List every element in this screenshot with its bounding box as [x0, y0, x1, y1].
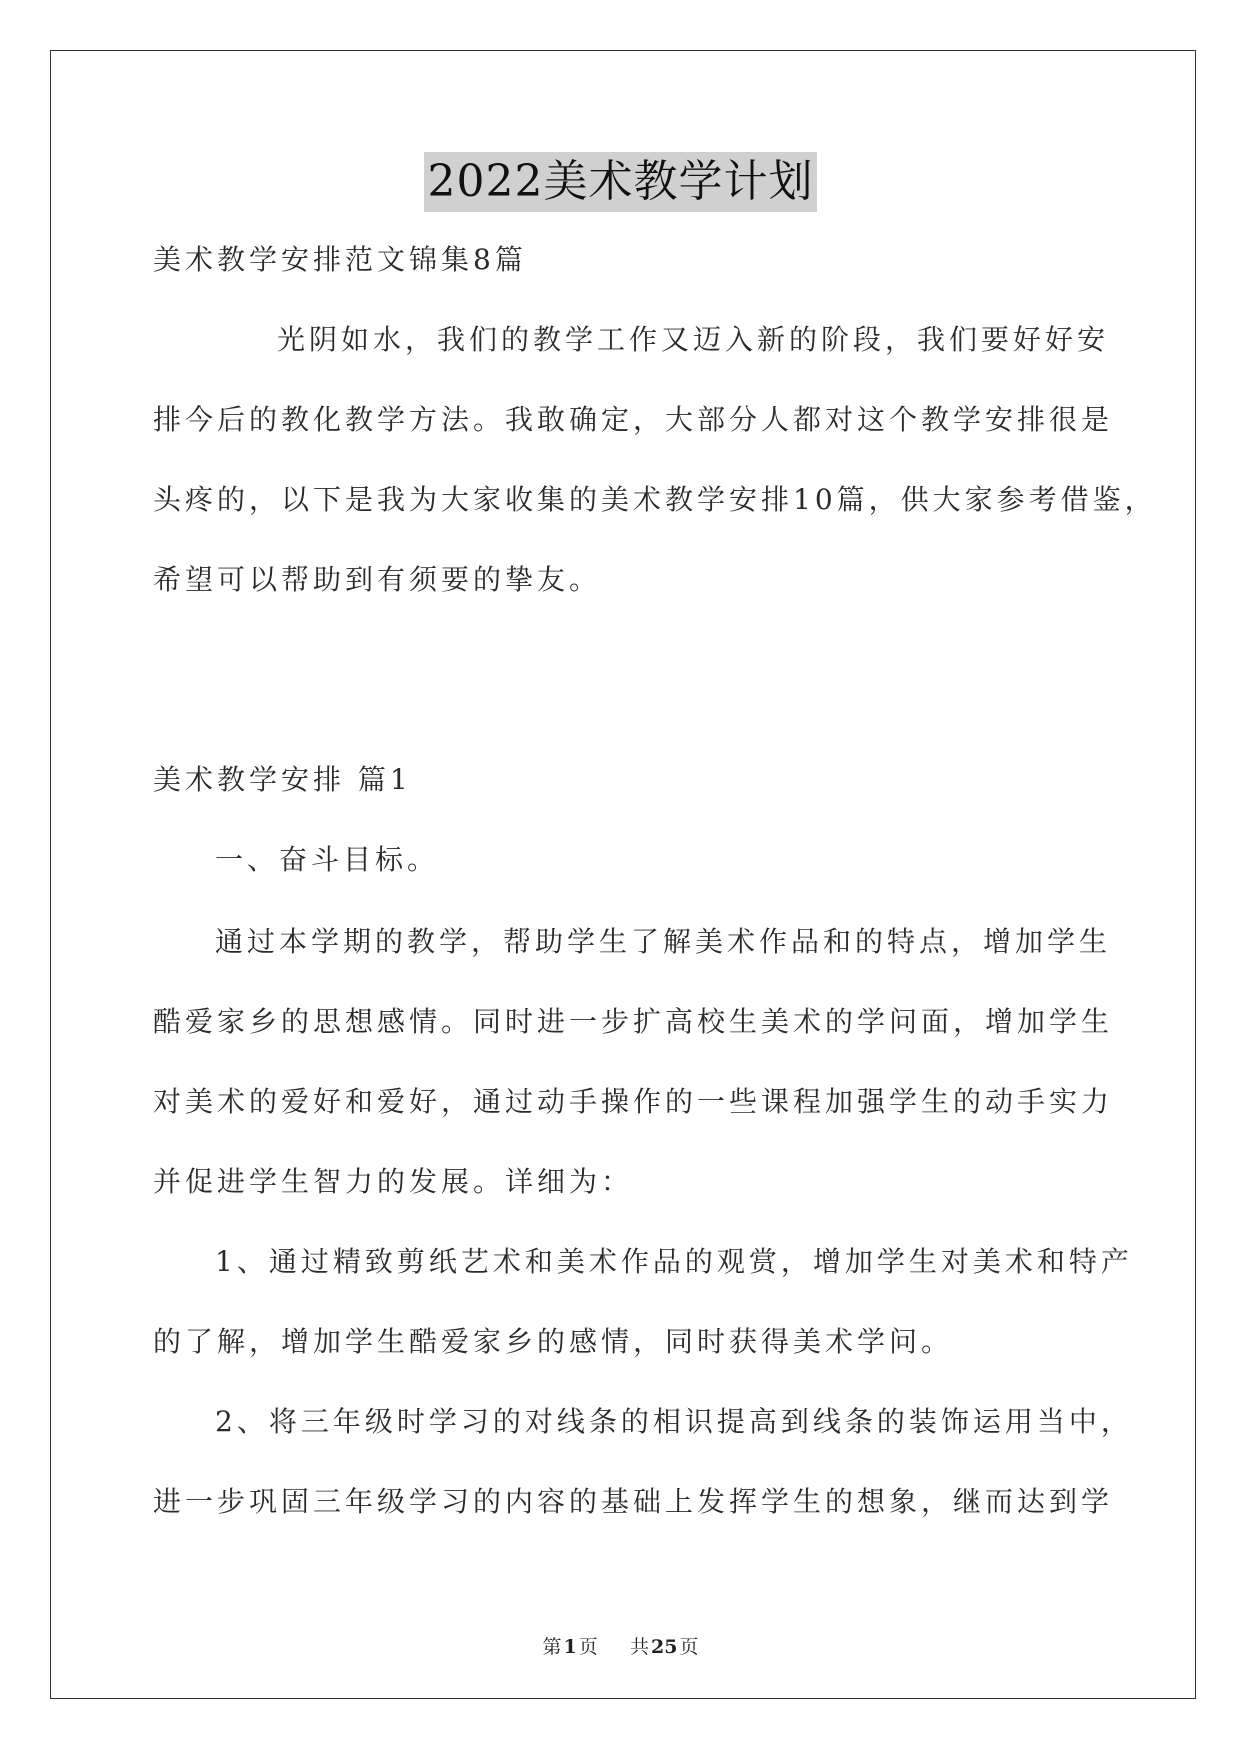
- section-heading: 美术教学安排 篇1: [153, 763, 412, 796]
- item2-line-1: 2、将三年级时学习的对线条的相识提高到线条的装饰运用当中，: [215, 1405, 1133, 1438]
- page-label-prefix: 第: [542, 1636, 562, 1658]
- item2-line-2: 进一步巩固三年级学习的内容的基础上发挥学生的想象，继而达到学: [153, 1485, 1114, 1518]
- intro-line-1: 光阴如水，我们的教学工作又迈入新的阶段，我们要好好安: [277, 323, 1110, 356]
- current-page-number: 1: [563, 1636, 577, 1658]
- item1-line-2: 的了解，增加学生酷爱家乡的感情，同时获得美术学问。: [153, 1325, 954, 1358]
- total-pages-label: [628, 1636, 700, 1658]
- total-label-suffix: 页: [679, 1636, 699, 1658]
- total-label-prefix: 共: [629, 1636, 649, 1658]
- item1-line-1: 1、通过精致剪纸艺术和美术作品的观赏，增加学生对美术和特产: [215, 1245, 1133, 1278]
- page-number-label: [541, 1636, 600, 1658]
- goal-line-1: 通过本学期的教学，帮助学生了解美术作品和的特点，增加学生: [215, 925, 1112, 958]
- page-footer: [0, 1632, 1241, 1659]
- goal-heading: 一、奋斗目标。: [215, 843, 440, 876]
- total-pages-number: 25: [650, 1636, 678, 1658]
- intro-line-3: 头疼的，以下是我为大家收集的美术教学安排10篇，供大家参考借鉴，: [153, 483, 1157, 516]
- title-container: [0, 152, 1241, 212]
- intro-line-4: 希望可以帮助到有须要的挚友。: [153, 563, 602, 596]
- intro-line-2: 排今后的教化教学方法。我敢确定，大部分人都对这个教学安排很是: [153, 403, 1114, 436]
- page-label-suffix: 页: [578, 1636, 598, 1658]
- goal-line-4: 并促进学生智力的发展。详细为：: [153, 1165, 634, 1198]
- document-title: 2022美术教学计划: [424, 152, 818, 212]
- goal-line-2: 酷爱家乡的思想感情。同时进一步扩高校生美术的学问面，增加学生: [153, 1005, 1114, 1038]
- subtitle: 美术教学安排范文锦集8篇: [153, 243, 527, 276]
- goal-line-3: 对美术的爱好和爱好，通过动手操作的一些课程加强学生的动手实力: [153, 1085, 1114, 1118]
